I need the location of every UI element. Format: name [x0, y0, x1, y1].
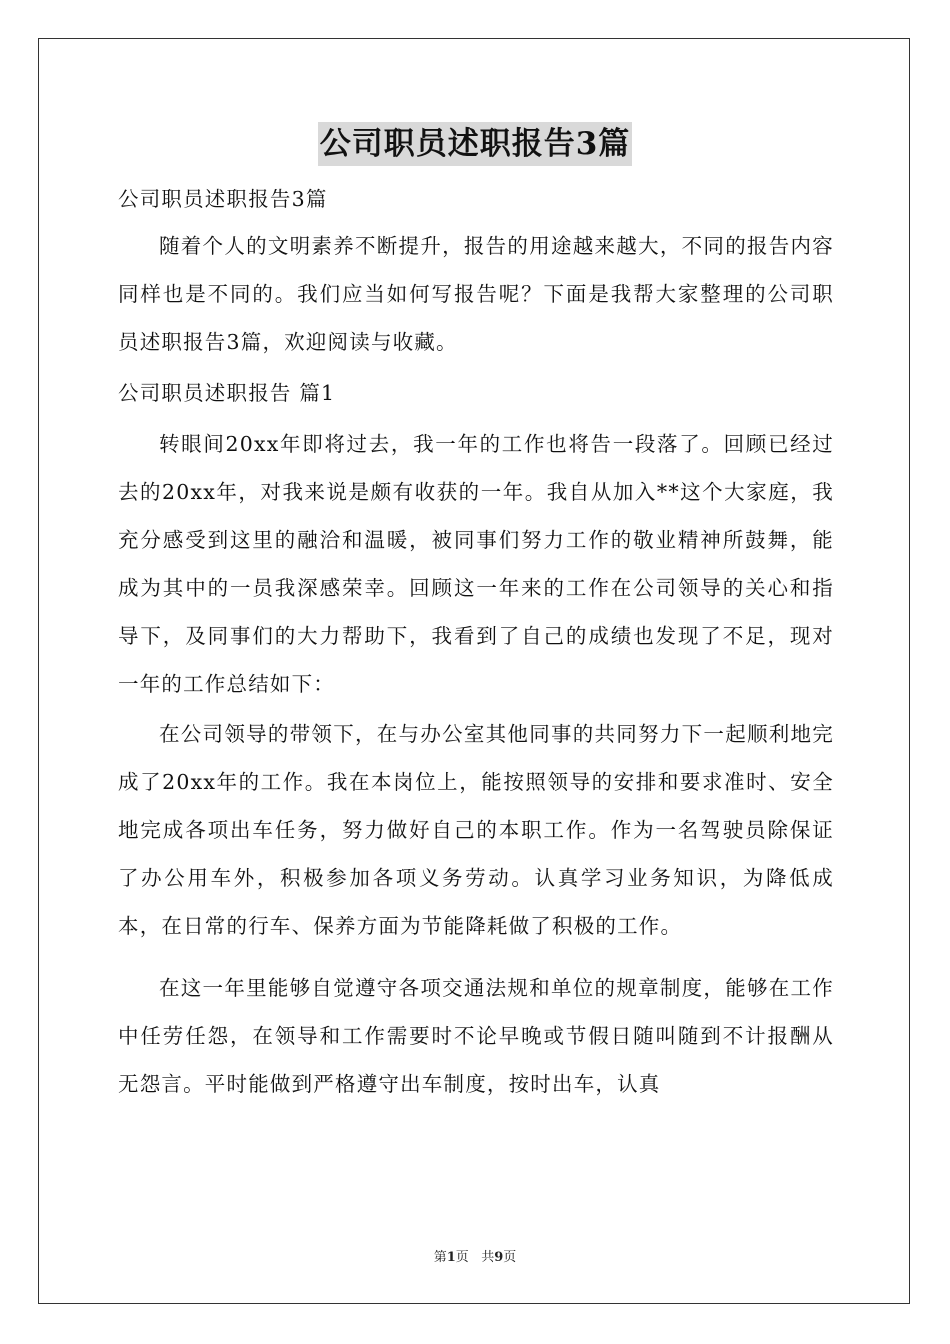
total-pages: 9: [494, 1250, 504, 1265]
page-suffix: 页: [455, 1250, 469, 1265]
body-paragraph: 在这一年里能够自觉遵守各项交通法规和单位的规章制度，能够在工作中任劳任怨，在领导和工作需要时不论早晚或节假日随叫随到不计报酬从无怨言。平时能做到严格遵守出车制度，按时出车，认真: [118, 976, 834, 1096]
body-paragraph: 在公司领导的带领下，在与办公室其他同事的共同努力下一起顺利地完成了20xx年的工作。我在本岗位上，能按照领导的安排和要求准时、安全地完成各项出车任务，努力做好自己的本职工作。作为一名驾驶员除保证了办公用车外，积极参加各项义务劳动。认真学习业务知识，为降低成本，在日常的行车、保养方面为节能降耗做了积极的工作。: [118, 722, 834, 938]
intro-paragraph: 随着个人的文明素养不断提升，报告的用途越来越大，不同的报告内容同样也是不同的。我们应当如何写报告呢？下面是我帮大家整理的公司职员述职报告3篇，欢迎阅读与收藏。: [118, 234, 834, 354]
page-number: 1: [446, 1250, 456, 1265]
document-title: 公司职员述职报告3篇: [318, 122, 633, 166]
section-heading: 公司职员述职报告 篇1: [118, 381, 336, 405]
title-container: [0, 122, 950, 166]
page-prefix: 第: [433, 1250, 447, 1265]
document-body: [118, 176, 834, 1108]
total-prefix: 共: [481, 1250, 495, 1265]
document-subtitle: 公司职员述职报告3篇: [118, 187, 328, 211]
page-footer: [0, 1246, 950, 1265]
total-suffix: 页: [503, 1250, 517, 1265]
body-paragraph: 转眼间20xx年即将过去，我一年的工作也将告一段落了。回顾已经过去的20xx年，对我来说是颇有收获的一年。我自从加入**这个大家庭，我充分感受到这里的融洽和温暖，被同事们努力工作的敬业精神所鼓舞，能成为其中的一员我深感荣幸。回顾这一年来的工作在公司领导的关心和指导下，及同事们的大力帮助下，我看到了自己的成绩也发现了不足，现对一年的工作总结如下：: [118, 432, 834, 696]
